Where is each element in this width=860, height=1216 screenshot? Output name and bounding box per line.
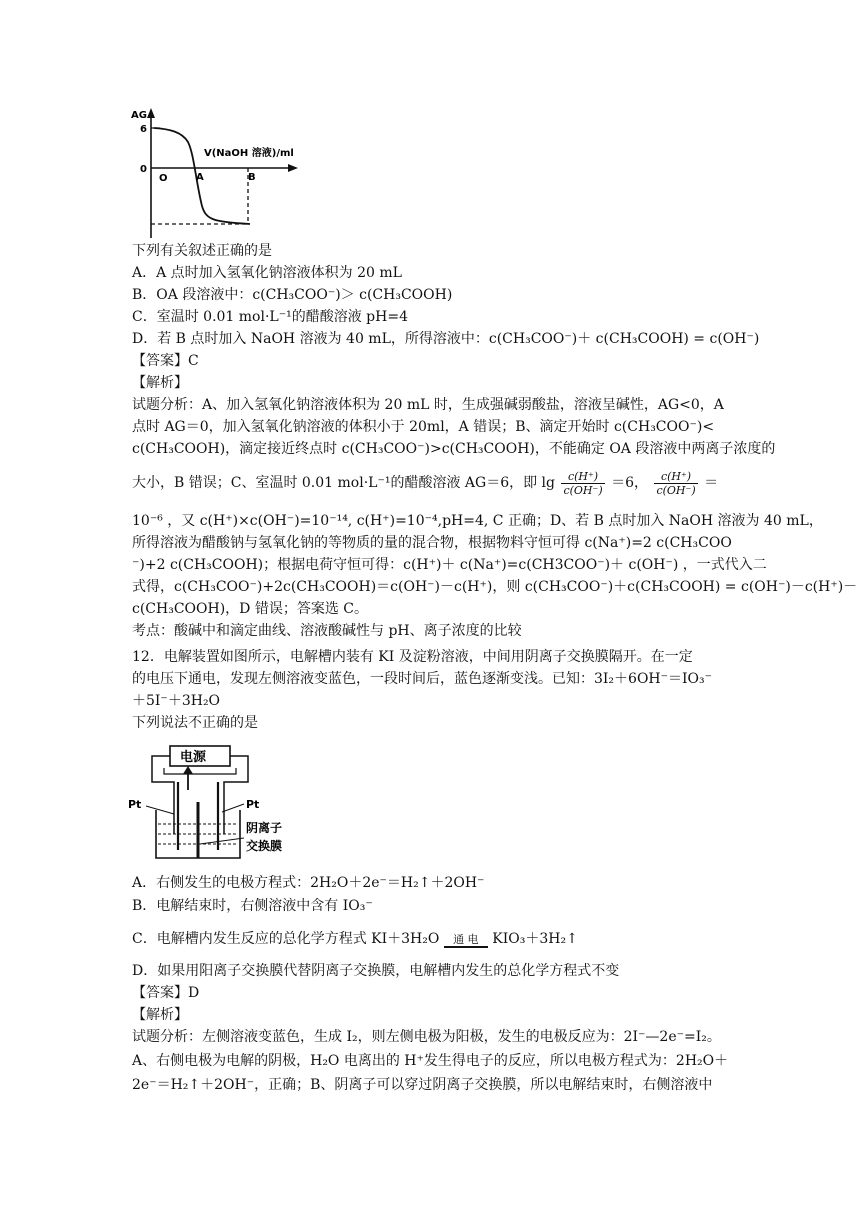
q12-analysis-line1: 试题分析：左侧溶液变蓝色，生成 I₂，则左侧电极为阳极，发生的电极反应为：2I⁻—2e⁻=I₂。	[132, 1029, 721, 1045]
fraction-numerator: c(H⁺)	[561, 470, 604, 484]
membrane-label-2: 交换膜	[246, 839, 283, 853]
h-over-oh-fraction-2	[654, 470, 697, 497]
pt-left-label: Pt	[128, 798, 142, 811]
h-over-oh-fraction-1	[561, 470, 604, 497]
x-axis-label: V(NaOH 溶液)/ml	[204, 148, 294, 159]
wire-right	[224, 756, 248, 834]
titration-curve-figure	[130, 102, 310, 242]
y-axis-label: AG	[131, 110, 147, 121]
q11-analysis-line8: 式得，c(CH₃COO⁻)+2c(CH₃COOH)＝c(OH⁻)－c(H⁺)，则 c(CH₃COO⁻)＋c(CH₃COOH) = c(OH⁻)－c(H⁺)－	[132, 579, 858, 595]
point-a-label: A	[196, 172, 204, 183]
electrolysis-cell-figure	[128, 740, 328, 865]
q12-analysis-title: 【解析】	[132, 1007, 188, 1023]
q12-stem-line1: 12．电解装置如图所示，电解槽内装有 KI 及淀粉溶液，中间用阴离子交换膜隔开。在一定	[132, 649, 693, 665]
power-source-label: 电源	[180, 750, 207, 765]
q12-analysis-line3: 2e⁻＝H₂↑＋2OH⁻，正确；B、阴离子可以穿过阴离子交换膜，所以电解结束时，右侧溶液中	[132, 1077, 713, 1093]
q11-analysis-line1: 试题分析：A、加入氢氧化钠溶液体积为 20 mL 时，生成强碱弱酸盐，溶液呈碱性，AG<0，A	[132, 397, 724, 413]
q11-analysis-line4-eq2: ＝	[704, 475, 719, 491]
fraction-denominator: c(OH⁻)	[563, 483, 603, 497]
q11-analysis-line7: ⁻)+2 c(CH₃COOH)；根据电荷守恒可得：c(H⁺)＋ c(Na⁺)=c(CH3COO⁻)＋ c(OH⁻) ，一式代入二	[132, 557, 767, 573]
q12-option-c-text: C．电解槽内发生反应的总化学方程式 KI＋3H₂O	[132, 931, 440, 947]
q11-analysis-line2: 点时 AG＝0，加入氢氧化钠溶液的体积小于 20ml，A 错误；B、滴定开始时 c(CH₃COO⁻)<	[132, 419, 715, 435]
q12-option-d: D．如果用阳离子交换膜代替阴离子交换膜，电解槽内发生的总化学方程式不变	[132, 963, 620, 979]
q12-option-c-products: KIO₃＋3H₂↑	[492, 931, 578, 947]
q11-stem: 下列有关叙述正确的是	[132, 243, 272, 259]
pt-left-leader	[146, 806, 174, 814]
q11-option-d: D．若 B 点时加入 NaOH 溶液为 40 mL，所得溶液中：c(CH₃COO⁻)＋ c(CH₃COOH) = c(OH⁻)	[132, 331, 760, 347]
q11-option-b: B．OA 段溶液中：c(CH₃COO⁻)＞ c(CH₃COOH)	[132, 287, 453, 303]
q11-analysis-line4-text: 大小，B 错误；C、室温时 0.01 mol·L⁻¹的醋酸溶液 AG＝6，即 lg	[132, 475, 555, 491]
point-b-label: B	[248, 172, 256, 183]
fraction-denominator: c(OH⁻)	[656, 483, 696, 497]
y-axis-arrow	[147, 108, 155, 118]
q12-stem-line4: 下列说法不正确的是	[132, 715, 258, 731]
q12-option-c	[132, 926, 578, 952]
q12-answer: 【答案】D	[132, 985, 200, 1001]
q11-answer: 【答案】C	[132, 353, 199, 369]
y-tick-6: 6	[140, 124, 147, 135]
current-arrow-head	[183, 766, 193, 774]
q11-analysis-title: 【解析】	[132, 375, 188, 391]
q11-option-c: C．室温时 0.01 mol·L⁻¹的醋酸溶液 pH=4	[132, 309, 408, 325]
q11-analysis-line4	[132, 468, 718, 498]
q12-option-b: B．电解结束时，右侧溶液中含有 IO₃⁻	[132, 898, 373, 914]
q12-stem-line2: 的电压下通电，发现左侧溶液变蓝色，一段时间后，蓝色逐渐变浅。已知：3I₂＋6OH⁻＝IO₃⁻	[132, 671, 713, 687]
wire-inner	[164, 768, 236, 774]
q11-analysis-line3: c(CH₃COOH)，滴定接近终点时 c(CH₃COO⁻)>c(CH₃COOH)，不能确定 OA 段溶液中两离子浓度的	[132, 441, 776, 457]
q12-option-a: A．右侧发生的电极方程式：2H₂O＋2e⁻＝H₂↑＋2OH⁻	[132, 875, 485, 891]
reaction-condition	[444, 934, 488, 952]
q11-analysis-line9: c(CH₃COOH)，D 错误；答案选 C。	[132, 601, 369, 617]
reaction-condition-label: 通 电	[444, 934, 488, 948]
q11-option-a: A．A 点时加入氢氧化钠溶液体积为 20 mL	[132, 265, 402, 281]
y-tick-0: 0	[140, 164, 147, 175]
fraction-numerator: c(H⁺)	[654, 470, 697, 484]
membrane-label-1: 阴离子	[246, 821, 283, 835]
q11-analysis-line4-eq: ＝6，	[611, 475, 648, 491]
q11-kaodian: 考点：酸碱中和滴定曲线、溶液酸碱性与 pH、离子浓度的比较	[132, 623, 522, 639]
q11-analysis-line5: 10⁻⁶ ，又 c(H⁺)×c(OH⁻)=10⁻¹⁴, c(H⁺)=10⁻⁴,pH=4, C 正确；D、若 B 点时加入 NaOH 溶液为 40 mL，	[132, 513, 823, 529]
membrane-leader	[200, 838, 244, 844]
pt-right-label: Pt	[246, 798, 260, 811]
q11-analysis-line6: 所得溶液为醋酸钠与氢氧化钠的等物质的量的混合物，根据物料守恒可得 c(Na⁺)=2 c(CH₃COO	[132, 535, 732, 551]
q12-analysis-line2: A、右侧电极为电解的阴极，H₂O 电离出的 H⁺发生得电子的反应，所以电极方程式为：2H₂O＋	[132, 1053, 729, 1069]
point-o-label: O	[159, 173, 168, 184]
x-axis-arrow	[288, 164, 298, 172]
q12-stem-line3: ＋5I⁻＋3H₂O	[132, 693, 221, 709]
